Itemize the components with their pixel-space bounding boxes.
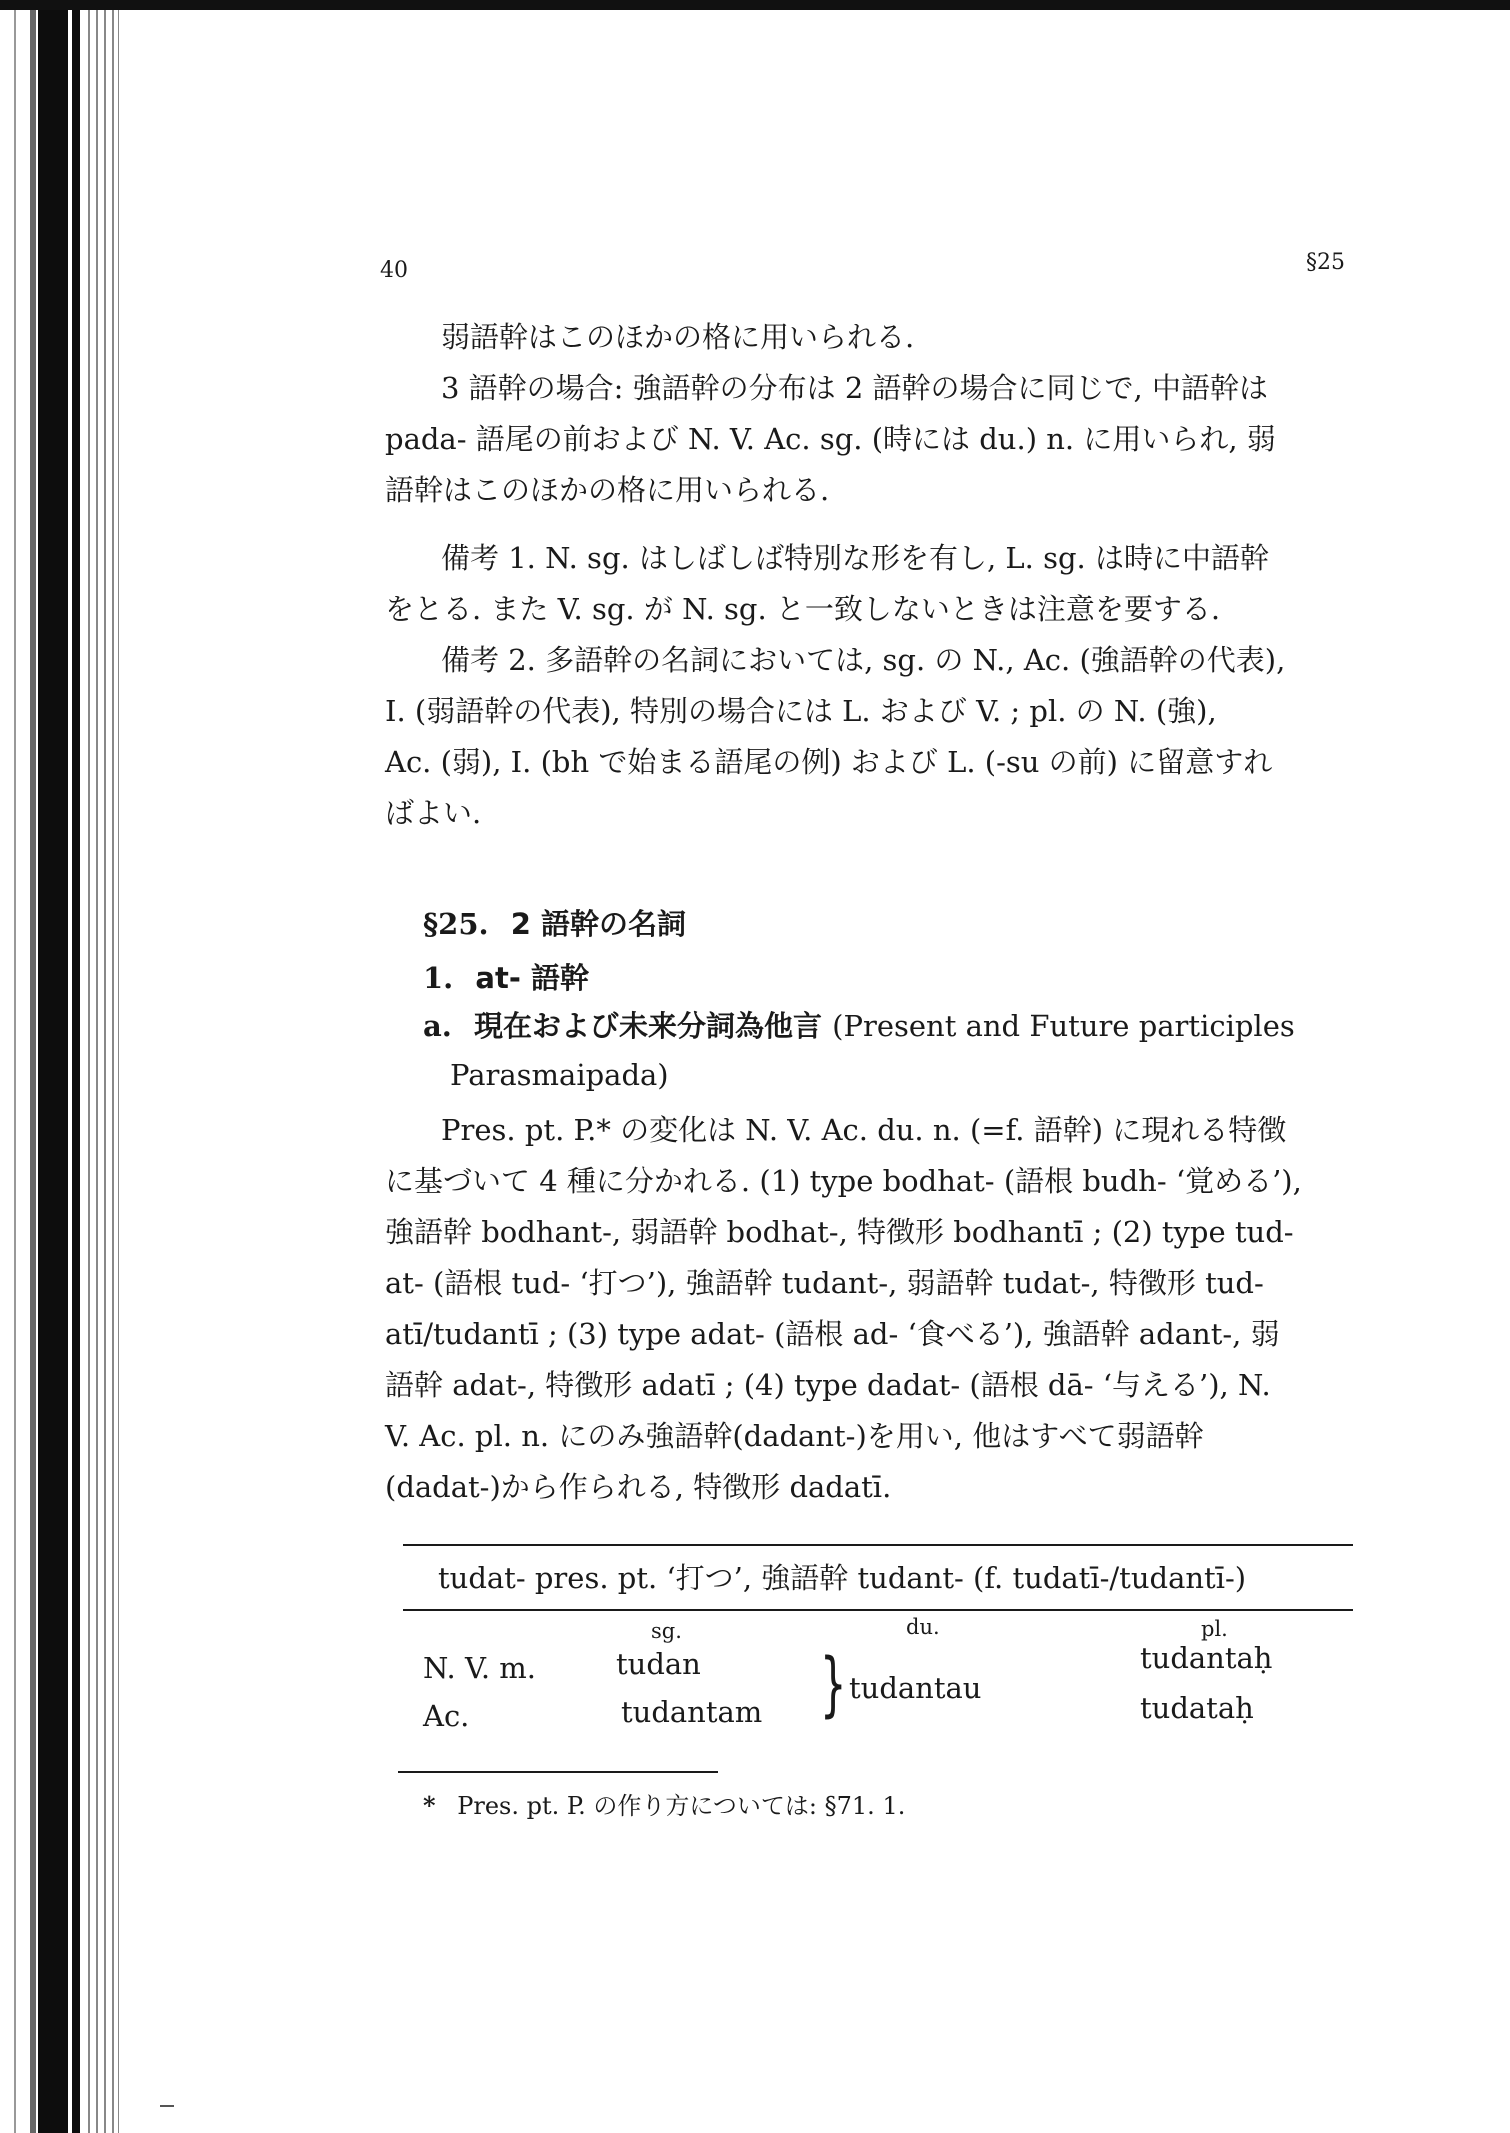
section-heading — [423, 902, 686, 943]
note-line: ばよい. — [385, 796, 482, 830]
row-label: Ac. — [423, 1699, 470, 1733]
body-line: に基づいて 4 種に分かれる. (1) type bodhat- (語根 budh- ‘覚める’), — [385, 1164, 1302, 1198]
sub-subsection-title: 現在および未来分詞為他言 — [474, 1009, 823, 1043]
note-line: 備考 2. 多語幹の名詞においては, sg. の N., Ac. (強語幹の代表), — [441, 643, 1286, 677]
sub-subsection-english-cont — [450, 1050, 1430, 1101]
subsection-number: 1. — [423, 961, 454, 995]
subsection-heading — [423, 956, 589, 997]
intro-line: 3 語幹の場合: 強語幹の分布は 2 語幹の場合に同じで, 中語幹は — [441, 371, 1268, 405]
notes-paragraph — [385, 533, 1365, 839]
cell-sg: tudantam — [621, 1695, 763, 1729]
intro-line: pada- 語尾の前および N. V. Ac. sg. (時には du.) n. に用いられ, 弱 — [385, 422, 1276, 456]
body-line: atī/tudantī ; (3) type adat- (語根 ad- ‘食べる’), 強語幹 adant-, 弱 — [385, 1317, 1280, 1351]
table-body — [403, 1611, 1353, 1761]
declension-table — [403, 1544, 1353, 1761]
body-line: at- (語根 tud- ‘打つ’), 強語幹 tudant-, 弱語幹 tudat-, 特徴形 tud- — [385, 1266, 1264, 1300]
sub-subsection-english: (Present and Future participles — [832, 1009, 1295, 1043]
section-title: 2 語幹の名詞 — [510, 907, 687, 941]
running-section-ref: §25 — [1306, 250, 1345, 275]
intro-line: 語幹はこのほかの格に用いられる. — [385, 473, 830, 507]
cell-pl: tudataḥ — [1140, 1691, 1254, 1725]
section-number: §25. — [423, 907, 489, 941]
footnote-rule — [398, 1771, 718, 1773]
header-sg: sg. — [651, 1619, 682, 1643]
cell-sg: tudan — [616, 1647, 701, 1681]
cell-du-shared: tudantau — [849, 1671, 982, 1705]
footnote — [423, 1786, 905, 1821]
brace-symbol: } — [819, 1643, 847, 1725]
body-line: V. Ac. pl. n. にのみ強語幹(dadant-)を用い, 他はすべて弱語幹 — [385, 1419, 1204, 1453]
sub-subsection-number: a. — [423, 1009, 452, 1043]
table-caption: tudat- pres. pt. ‘打つ’, 強語幹 tudant- (f. tudatī-/tudantī-) — [438, 1561, 1247, 1595]
subsection-title: at- 語幹 — [475, 961, 589, 995]
note-line: 備考 1. N. sg. はしばしば特別な形を有し, L. sg. は時に中語幹 — [441, 541, 1269, 575]
intro-paragraph — [385, 312, 1365, 516]
body-line: Pres. pt. P.* の変化は N. V. Ac. du. n. (=f. 語幹) に現れる特徴 — [441, 1113, 1287, 1147]
body-line: 語幹 adat-, 特徴形 adatī ; (4) type dadat- (語根 dā- ‘与える’), N. — [385, 1368, 1271, 1402]
body-paragraph — [385, 1105, 1365, 1513]
note-line: Ac. (弱), I. (bh で始まる語尾の例) および L. (-su の前) に留意すれ — [385, 745, 1273, 779]
body-line: (dadat-)から作られる, 特徴形 dadatī. — [385, 1470, 892, 1504]
footnote-text: Pres. pt. P. の作り方については: §71. 1. — [457, 1792, 906, 1820]
cell-pl: tudantaḥ — [1140, 1641, 1273, 1675]
page-number: 40 — [380, 258, 408, 283]
note-line: をとる. また V. sg. が N. sg. と一致しないときは注意を要する. — [385, 592, 1221, 626]
note-line: I. (弱語幹の代表), 特別の場合には L. および V. ; pl. の N. (強), — [385, 694, 1217, 728]
scan-mark — [160, 2105, 174, 2107]
intro-line: 弱語幹はこのほかの格に用いられる. — [441, 320, 915, 354]
sub-subsection-heading — [423, 1004, 1295, 1045]
row-label: N. V. m. — [423, 1651, 536, 1685]
book-spine-shadow — [0, 10, 130, 2133]
header-du: du. — [906, 1615, 940, 1639]
scan-top-edge — [0, 0, 1510, 10]
header-pl: pl. — [1201, 1617, 1228, 1641]
english-line: Parasmaipada) — [450, 1058, 669, 1092]
footnote-marker: * — [423, 1791, 436, 1820]
body-line: 強語幹 bodhant-, 弱語幹 bodhat-, 特徴形 bodhantī ; (2) type tud- — [385, 1215, 1294, 1249]
